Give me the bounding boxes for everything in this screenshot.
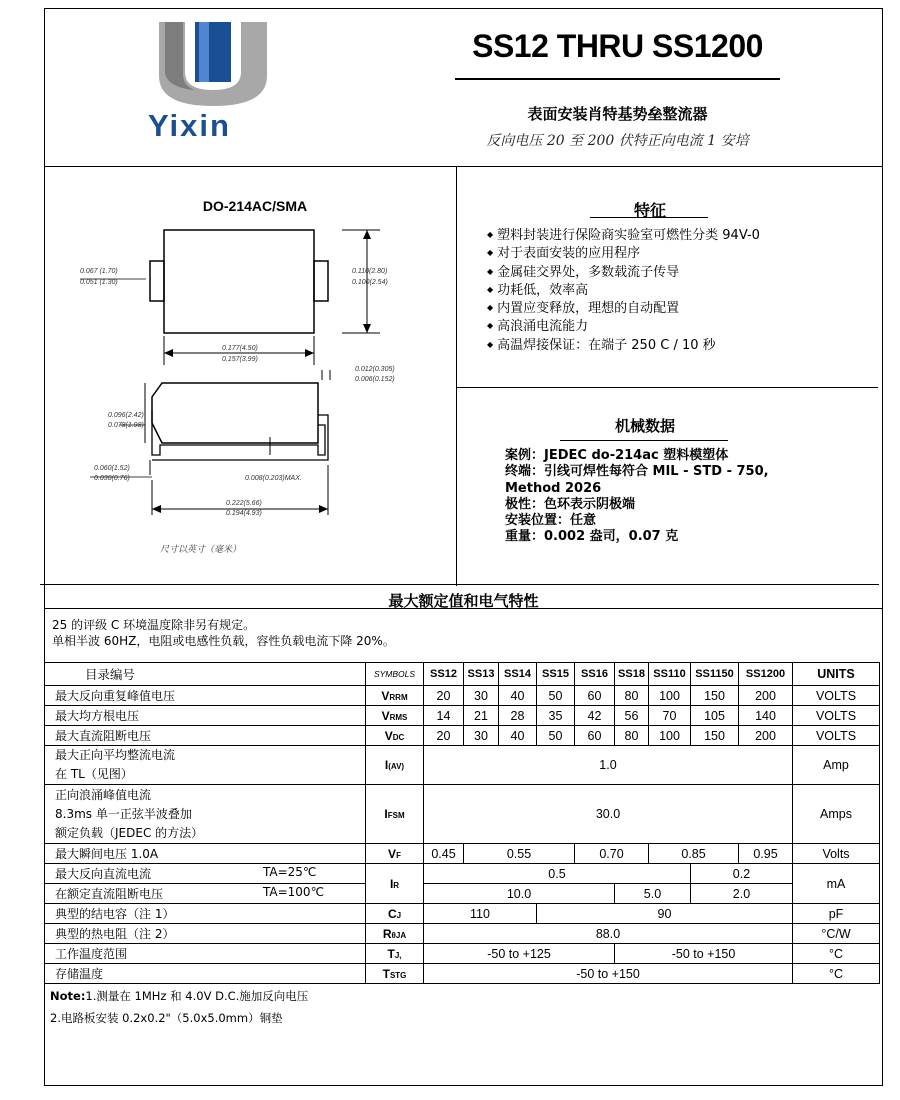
ratings-divider xyxy=(40,584,879,585)
value: 30.0 xyxy=(424,785,793,844)
header-part: SS16 xyxy=(575,663,615,686)
dim-body-length-max: 0.177(4.50) xyxy=(222,345,258,352)
list-item: 重量：0.002 盎司，0.07 克 xyxy=(505,529,679,545)
subtitle: 表面安装肖特基势垒整流器 xyxy=(527,105,708,123)
value: -50 to +150 xyxy=(615,944,793,964)
symbol: TSTG xyxy=(366,964,424,984)
value: 150 xyxy=(691,686,739,706)
value: 5.0 xyxy=(615,884,691,904)
symbol: VF xyxy=(366,844,424,864)
table-row xyxy=(45,844,880,864)
value: 200 xyxy=(739,726,793,746)
header-part: SS110 xyxy=(649,663,691,686)
value: 0.2 xyxy=(691,864,793,884)
value: 90 xyxy=(537,904,793,924)
param-label: 最大瞬间电压 1.0A xyxy=(45,844,366,864)
value: 70 xyxy=(649,706,691,726)
list-item: ◆ 塑料封装进行保险商实验室可燃性分类 94V-0 xyxy=(487,227,760,245)
note-line: Note:1.测量在 1MHz 和 4.0V D.C.施加反向电压 xyxy=(50,989,309,1003)
unit: VOLTS xyxy=(793,726,880,746)
header-part: SS13 xyxy=(464,663,499,686)
value: 28 xyxy=(499,706,537,726)
value: 0.55 xyxy=(464,844,575,864)
value: 40 xyxy=(499,726,537,746)
dim-lead-thickness-min: 0.006(0.152) xyxy=(355,376,395,383)
table-row xyxy=(45,864,880,884)
symbol: IFSM xyxy=(366,785,424,844)
table-row xyxy=(45,964,880,984)
header-symbols: SYMBOLS xyxy=(366,663,424,686)
table-row xyxy=(45,746,880,785)
table-row xyxy=(45,726,880,746)
unit: VOLTS xyxy=(793,686,880,706)
value: 30 xyxy=(464,726,499,746)
symbol: I(AV) xyxy=(366,746,424,785)
symbol: TJ, xyxy=(366,944,424,964)
param-label: 最大反向重复峰值电压 xyxy=(45,686,366,706)
dim-body-length-min: 0.157(3.99) xyxy=(222,356,258,363)
value: 88.0 xyxy=(424,924,793,944)
note-line: 2.电路板安装 0.2x0.2"（5.0x5.0mm）铜垫 xyxy=(50,1011,283,1025)
yixin-logo-icon xyxy=(155,18,275,110)
value: -50 to +150 xyxy=(424,964,793,984)
dim-lead-height-min: 0.051 (1.30) xyxy=(80,279,118,286)
package-name: DO-214AC/SMA xyxy=(202,198,308,214)
symbol: RθJA xyxy=(366,924,424,944)
value: 21 xyxy=(464,706,499,726)
table-row xyxy=(45,944,880,964)
dim-overall-length-min: 0.194(4.93) xyxy=(226,510,262,517)
param-label: 最大反向直流电流 TA=25℃ xyxy=(45,864,366,884)
value: 0.70 xyxy=(575,844,649,864)
list-item: ◆ 高温焊接保证：在端子 250 C / 10 秒 xyxy=(487,337,760,355)
title-underline xyxy=(455,78,780,80)
param-label: 在额定直流阻断电压 TA=100℃ xyxy=(45,884,366,904)
param-label: 最大正向平均整流电流 在 TL（见图） xyxy=(45,746,366,785)
value: 0.95 xyxy=(739,844,793,864)
unit: Amp xyxy=(793,746,880,785)
ratings-table xyxy=(44,662,880,984)
dim-body-width-min: 0.100(2.54) xyxy=(352,279,388,286)
dim-lead-length-max: 0.060(1.52) xyxy=(94,465,130,472)
header-part: SS1200 xyxy=(739,663,793,686)
symbol: VRRM xyxy=(366,686,424,706)
dim-lead-thickness-max: 0.012(0.305) xyxy=(355,366,395,373)
list-item: ◆ 金属硅交界处，多数载流子传导 xyxy=(487,264,760,282)
header-part: SS15 xyxy=(537,663,575,686)
param-label: 存储温度 xyxy=(45,964,366,984)
features-title-underline xyxy=(590,217,708,218)
header-part: SS12 xyxy=(424,663,464,686)
unit: °C xyxy=(793,944,880,964)
list-item: 案例：JEDEC do-214ac 塑料模塑体 xyxy=(505,448,729,463)
value: 20 xyxy=(424,726,464,746)
header-part: SS14 xyxy=(499,663,537,686)
param-label: 最大均方根电压 xyxy=(45,706,366,726)
table-row xyxy=(45,924,880,944)
notes xyxy=(50,985,308,1029)
features-list xyxy=(487,227,760,355)
value: 50 xyxy=(537,686,575,706)
param-label: 工作温度范围 xyxy=(45,944,366,964)
unit: Volts xyxy=(793,844,880,864)
list-item: ◆ 高浪涌电流能力 xyxy=(487,318,760,336)
list-item: ◆ 对于表面安装的应用程序 xyxy=(487,245,760,263)
value: 30 xyxy=(464,686,499,706)
value: 40 xyxy=(499,686,537,706)
dim-overall-length-max: 0.222(5.66) xyxy=(226,500,262,507)
value: 0.45 xyxy=(424,844,464,864)
list-item: 极性：色环表示阴极端 xyxy=(505,496,636,512)
dim-body-height-max: 0.096(2.42) xyxy=(108,412,144,419)
value: 105 xyxy=(691,706,739,726)
value: 35 xyxy=(537,706,575,726)
dim-body-width-max: 0.110(2.80) xyxy=(352,268,388,275)
dim-standoff: 0.008(0.203)MAX. xyxy=(245,475,302,482)
header-divider xyxy=(44,166,883,167)
value: 1.0 xyxy=(424,746,793,785)
symbol: VRMS xyxy=(366,706,424,726)
dim-lead-height-max: 0.067 (1.70) xyxy=(80,268,118,275)
dim-body-height-min: 0.078(1.98) xyxy=(108,422,144,429)
unit: °C xyxy=(793,964,880,984)
value: -50 to +125 xyxy=(424,944,615,964)
symbol: CJ xyxy=(366,904,424,924)
unit: Amps xyxy=(793,785,880,844)
table-header-row xyxy=(45,663,880,686)
condition-line: 单相半波 60HZ，电阻或电感性负载，容性负载电流下降 20%。 xyxy=(52,634,395,648)
table-row xyxy=(45,904,880,924)
value: 2.0 xyxy=(691,884,793,904)
value: 150 xyxy=(691,726,739,746)
param-label: 正向浪涌峰值电流 8.3ms 单一正弦半波叠加 额定负载（JEDEC 的方法） xyxy=(45,785,366,844)
unit: pF xyxy=(793,904,880,924)
unit: °C/W xyxy=(793,924,880,944)
list-item: ◆ 功耗低，效率高 xyxy=(487,282,760,300)
unit: VOLTS xyxy=(793,706,880,726)
mechanical-list xyxy=(505,448,769,546)
dim-lead-length-min: 0.030(0.76) xyxy=(94,475,130,482)
value: 200 xyxy=(739,686,793,706)
column-divider xyxy=(456,166,457,586)
header-param: 目录编号 xyxy=(45,663,366,686)
value: 0.5 xyxy=(424,864,691,884)
value: 56 xyxy=(615,706,649,726)
subtitle-ratings: 反向电压 20 至 200 伏特正向电流 1 安培 xyxy=(486,133,749,149)
value: 110 xyxy=(424,904,537,924)
value: 20 xyxy=(424,686,464,706)
value: 60 xyxy=(575,726,615,746)
value: 60 xyxy=(575,686,615,706)
test-conditions xyxy=(52,617,395,649)
value: 10.0 xyxy=(424,884,615,904)
symbol: VDC xyxy=(366,726,424,746)
value: 80 xyxy=(615,686,649,706)
ratings-title: 最大额定值和电气特性 xyxy=(388,592,539,610)
header-part: SS1150 xyxy=(691,663,739,686)
value: 50 xyxy=(537,726,575,746)
symbol: IR xyxy=(366,864,424,904)
table-row xyxy=(45,884,880,904)
list-item: Method 2026 xyxy=(505,480,602,496)
value: 14 xyxy=(424,706,464,726)
list-item: 安装位置：任意 xyxy=(505,513,597,529)
mechanical-title-underline xyxy=(560,440,728,441)
list-item: ◆ 内置应变释放，理想的自动配置 xyxy=(487,300,760,318)
unit: mA xyxy=(793,864,880,904)
dimension-note: 尺寸以英寸（毫米） xyxy=(160,545,242,555)
header-units: UNITS xyxy=(793,663,880,686)
param-label: 典型的结电容（注 1） xyxy=(45,904,366,924)
table-row xyxy=(45,706,880,726)
value: 100 xyxy=(649,726,691,746)
page-title: SS12 THRU SS1200 xyxy=(472,28,763,64)
value: 80 xyxy=(615,726,649,746)
value: 0.85 xyxy=(649,844,739,864)
list-item: 终端：引线可焊性每符合 MIL - STD - 750, xyxy=(505,464,769,480)
param-label: 典型的热电阻（注 2） xyxy=(45,924,366,944)
features-divider xyxy=(456,387,878,388)
param-label: 最大直流阻断电压 xyxy=(45,726,366,746)
table-row xyxy=(45,785,880,844)
package-outline-drawing xyxy=(60,215,450,535)
value: 140 xyxy=(739,706,793,726)
mechanical-title: 机械数据 xyxy=(614,417,675,435)
condition-line: 25 的评级 C 环境温度除非另有规定。 xyxy=(52,618,256,632)
header-part: SS18 xyxy=(615,663,649,686)
table-row xyxy=(45,686,880,706)
value: 42 xyxy=(575,706,615,726)
features-title: 特征 xyxy=(633,201,666,220)
value: 100 xyxy=(649,686,691,706)
logo-text: Yixin xyxy=(148,108,231,143)
